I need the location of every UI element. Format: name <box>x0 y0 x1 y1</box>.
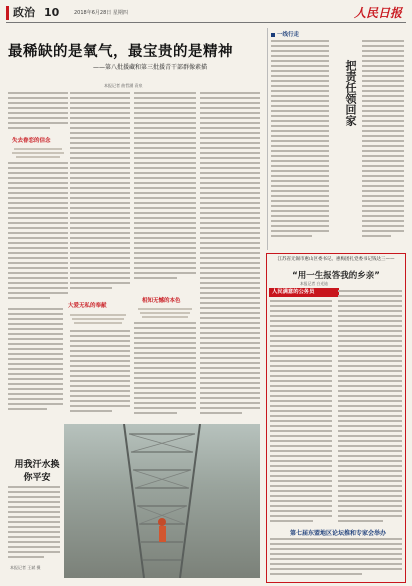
header-rule <box>6 22 406 23</box>
body-text-block <box>270 300 332 524</box>
feature-section-label: 人民满意的公务员 <box>269 288 339 297</box>
body-text-block <box>8 308 63 416</box>
feature-headline: “用一生报答我的乡亲” <box>292 271 380 281</box>
body-text-block <box>134 322 196 418</box>
commentary-column-title: 一线行走 <box>271 30 299 38</box>
subhead: 失去眷恋的信念 <box>12 138 51 144</box>
photo-credit: 本报记者 王斌 摄 <box>10 565 41 570</box>
subhead: 大爱无私的奉献 <box>68 303 107 309</box>
body-text-block <box>134 92 196 287</box>
lead-byline: 本报记者 曲哲涵 袁泉 <box>104 83 143 88</box>
body-text-block <box>8 162 68 302</box>
masthead-logo: 人民日报 <box>353 6 402 20</box>
lead-headline: 最稀缺的是氧气，最宝贵的是精神 <box>8 44 233 60</box>
lead-subtitle: ——第八批援藏和第三批援青干部群像素描 <box>92 64 207 71</box>
photo-caption-text <box>8 486 60 562</box>
subhead: 相知无憾的本色 <box>142 298 181 304</box>
feature-kicker: 江苏省无锡市惠山区委书记、惠梅团扎党委书记钱达三—— <box>277 257 395 262</box>
section-label: 政治 <box>6 6 39 20</box>
bottom-right-headline: 第七届东盟地区论坛推和专家会举办 <box>289 530 386 537</box>
page-number: 10 <box>44 6 60 19</box>
body-text-block <box>70 330 130 418</box>
news-photo <box>64 424 260 578</box>
pull-quote <box>66 312 130 326</box>
pull-quote <box>134 306 196 320</box>
commentary-headline: 把责任领回家 <box>344 60 357 126</box>
feature-byline: 本报记者 白光迪 <box>300 281 328 286</box>
photo-caption-title: 用我汗水换你平安 <box>14 460 60 483</box>
tower-scaffold-image <box>114 424 210 578</box>
pull-quote <box>8 146 68 160</box>
body-text-block <box>270 538 402 580</box>
body-text-block <box>362 40 404 245</box>
body-text-block <box>70 92 130 297</box>
dateline: 2018年6月28日 星期四 <box>74 10 128 16</box>
body-text-block <box>338 290 402 524</box>
body-text-block <box>8 92 68 132</box>
body-text-block <box>200 92 260 418</box>
body-text-block <box>271 40 329 245</box>
